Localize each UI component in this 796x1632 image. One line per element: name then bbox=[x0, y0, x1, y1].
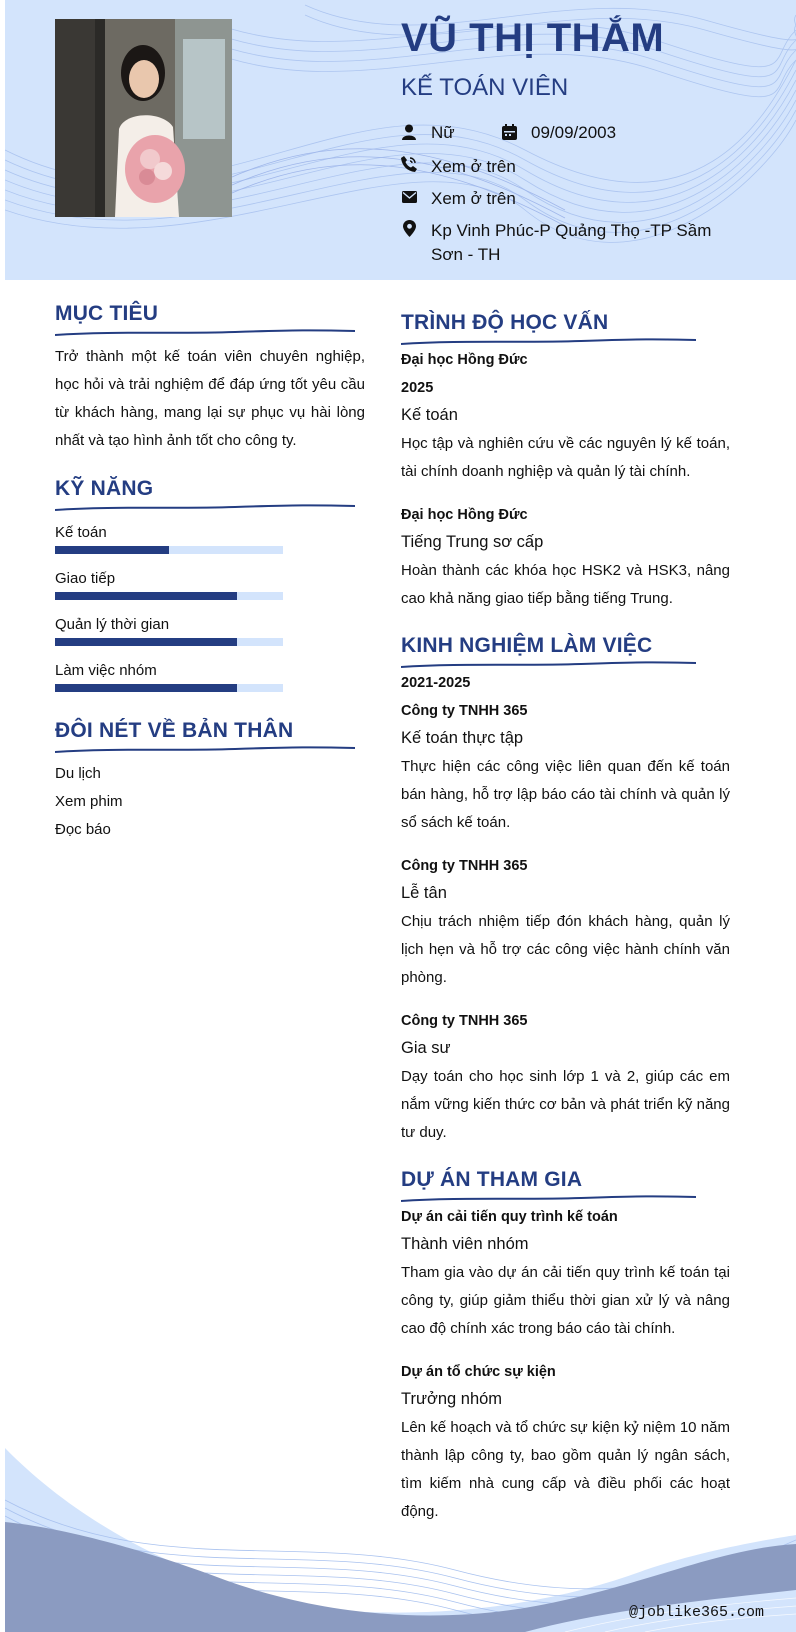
project-name: Dự án tổ chức sự kiện bbox=[401, 1364, 556, 1380]
experience-period: 2021-2025 bbox=[401, 675, 471, 691]
project-role: Trưởng nhóm bbox=[401, 1390, 503, 1408]
education-description: Hoàn thành các khóa học HSK2 và HSK3, nâng cao khả năng giao tiếp bằng tiếng Trung. bbox=[401, 562, 730, 607]
project-description: Tham gia vào dự án cải tiến quy trình kế toán tại công ty, giúp giảm thiểu thời gian xử lý và nâng cao độ chính xác trong báo cáo tài chính. bbox=[401, 1264, 730, 1337]
education-description: Học tập và nghiên cứu về các nguyên lý kế toán, tài chính doanh nghiệp và quản lý tài chính. bbox=[401, 435, 730, 480]
calendar-icon bbox=[501, 124, 517, 142]
skill-bar-fill bbox=[55, 592, 237, 600]
objective-heading-underline bbox=[55, 328, 355, 338]
hobby-item: Đọc báo bbox=[55, 821, 111, 838]
experience-heading-underline bbox=[401, 660, 696, 670]
experience-description: Dạy toán cho học sinh lớp 1 và 2, giúp các em nắm vững kiến thức cơ bản và phát triển kỹ năng tư duy. bbox=[401, 1068, 730, 1141]
experience-company: Công ty TNHH 365 bbox=[401, 858, 528, 874]
about-heading-underline bbox=[55, 745, 355, 755]
objective-heading: MỤC TIÊU bbox=[55, 302, 159, 325]
skill-bar bbox=[55, 684, 283, 692]
experience-position: Kế toán thực tập bbox=[401, 729, 524, 747]
skill-label: Quản lý thời gian bbox=[55, 616, 170, 633]
gender-value: Nữ bbox=[431, 123, 455, 142]
skill-bar-fill bbox=[55, 638, 237, 646]
experience-company: Công ty TNHH 365 bbox=[401, 1013, 528, 1029]
header bbox=[5, 0, 796, 280]
experience-position: Lễ tân bbox=[401, 884, 447, 902]
education-school: Đại học Hồng Đức bbox=[401, 352, 528, 368]
education-year: 2025 bbox=[401, 380, 434, 396]
project-description: Lên kế hoạch và tổ chức sự kiện kỷ niệm 10 năm thành lập công ty, bao gồm quản lý ngân sách, tìm kiếm nhà cung cấp và điều phối các hoạt động. bbox=[401, 1419, 730, 1520]
candidate-title: KẾ TOÁN VIÊN bbox=[401, 74, 569, 101]
skill-label: Giao tiếp bbox=[55, 570, 116, 587]
projects-heading: DỰ ÁN THAM GIA bbox=[401, 1168, 583, 1191]
education-major: Tiếng Trung sơ cấp bbox=[401, 533, 544, 551]
candidate-name: VŨ THỊ THẮM bbox=[401, 16, 665, 60]
about-heading: ĐÔI NÉT VỀ BẢN THÂN bbox=[55, 719, 294, 742]
skill-label: Làm việc nhóm bbox=[55, 662, 157, 679]
skills-heading-underline bbox=[55, 503, 355, 513]
objective-text: Trở thành một kế toán viên chuyên nghiệp, học hỏi và trải nghiệm để đáp ứng tốt yêu cầu từ khách hàng, mang lại sự phục vụ hài lòng nhất và tạo hình ảnh tốt cho công ty. bbox=[55, 348, 365, 449]
skill-label: Kế toán bbox=[55, 524, 107, 541]
skill-bar-fill bbox=[55, 684, 237, 692]
skill-bar bbox=[55, 592, 283, 600]
user-icon bbox=[401, 124, 417, 142]
email-value: Xem ở trên bbox=[431, 189, 516, 208]
cv-page bbox=[5, 0, 796, 1632]
address-row bbox=[401, 219, 741, 267]
skills-heading: KỸ NĂNG bbox=[55, 477, 154, 500]
envelope-icon bbox=[401, 188, 417, 206]
map-pin-icon bbox=[401, 220, 417, 238]
gender-row bbox=[401, 123, 616, 143]
education-school: Đại học Hồng Đức bbox=[401, 507, 528, 523]
experience-heading: KINH NGHIỆM LÀM VIỆC bbox=[401, 634, 653, 657]
experience-position: Gia sư bbox=[401, 1039, 451, 1057]
experience-description: Thực hiện các công việc liên quan đến kế toán bán hàng, hỗ trợ lập báo cáo tài chính và quản lý sổ sách kế toán. bbox=[401, 758, 730, 831]
skill-bar bbox=[55, 638, 283, 646]
phone-row bbox=[401, 155, 741, 179]
experience-description: Chịu trách nhiệm tiếp đón khách hàng, quản lý lịch hẹn và hỗ trợ các công việc hành chính văn phòng. bbox=[401, 913, 730, 986]
education-heading: TRÌNH ĐỘ HỌC VẤN bbox=[401, 311, 609, 334]
phone-value: Xem ở trên bbox=[431, 157, 516, 176]
hobby-item: Du lịch bbox=[55, 765, 101, 782]
skill-bar-fill bbox=[55, 546, 169, 554]
watermark: @joblike365.com bbox=[628, 1604, 764, 1621]
project-role: Thành viên nhóm bbox=[401, 1235, 529, 1253]
email-row bbox=[401, 187, 741, 211]
skill-bar bbox=[55, 546, 283, 554]
hobby-item: Xem phim bbox=[55, 793, 123, 810]
education-heading-underline bbox=[401, 337, 696, 347]
birthdate-value: 09/09/2003 bbox=[531, 123, 617, 142]
address-value: Kp Vinh Phúc-P Quảng Thọ -TP Sầm Sơn - TH bbox=[431, 221, 712, 264]
phone-icon bbox=[401, 156, 417, 174]
projects-heading-underline bbox=[401, 1194, 696, 1204]
experience-company: Công ty TNHH 365 bbox=[401, 703, 528, 719]
profile-photo bbox=[55, 19, 232, 217]
education-major: Kế toán bbox=[401, 406, 458, 424]
project-name: Dự án cải tiến quy trình kế toán bbox=[401, 1209, 618, 1225]
